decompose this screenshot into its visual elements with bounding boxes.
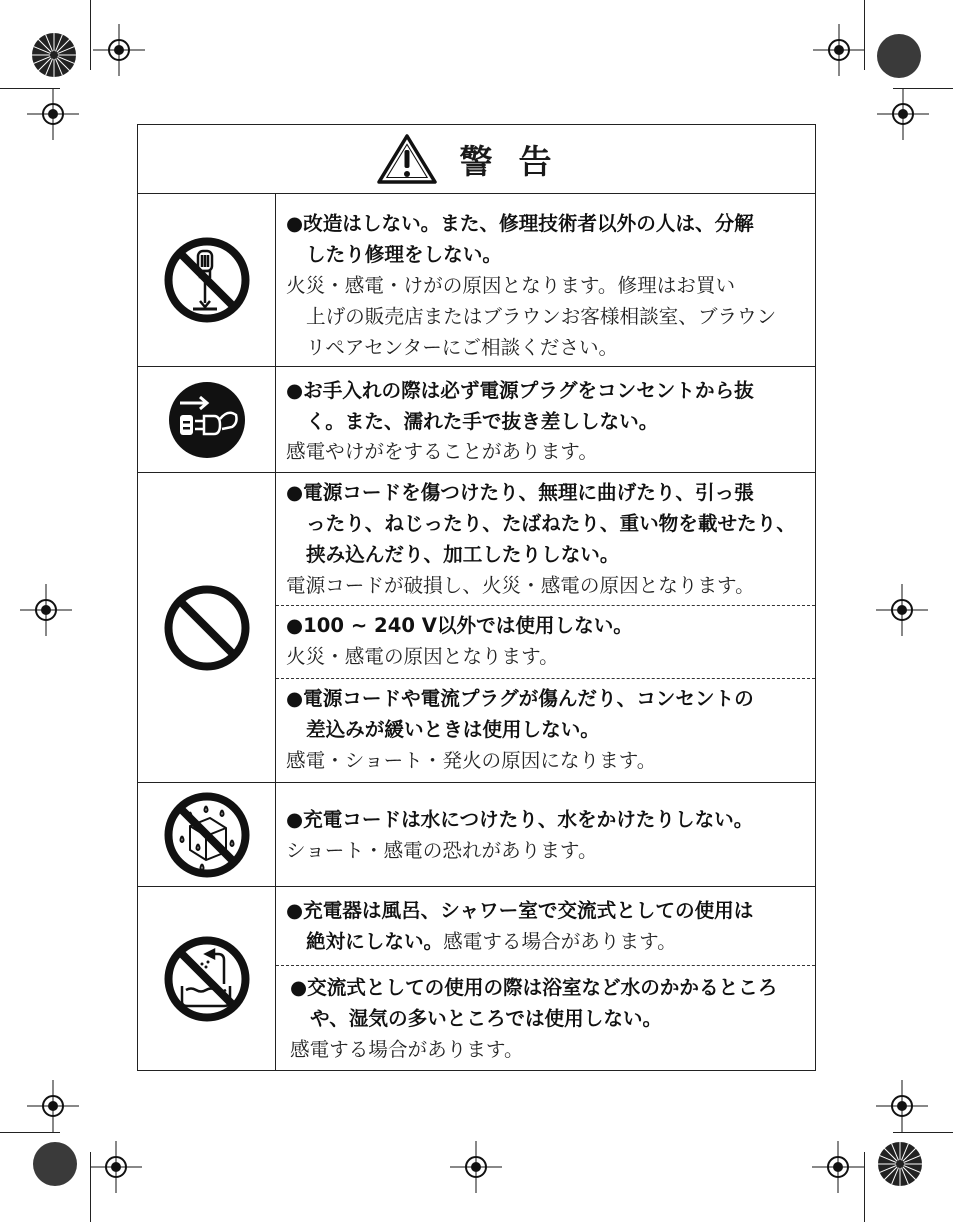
unplug-icon [166,379,248,461]
warning-consequence: ショート・感電の恐れがあります。 [286,839,598,862]
warning-item [276,783,815,886]
registration-target-icon [27,1080,79,1132]
registration-target-icon [876,584,928,636]
warning-consequence: 感電する場合があります。 [290,1038,524,1061]
warning-item [276,605,815,678]
registration-target-icon [877,88,929,140]
warning-heading: ●交流式としての使用の際は浴室など水のかかるところ や、湿気の多いところでは使用しない。 [290,976,778,1030]
warning-header [138,125,815,194]
warning-row-bathroom [138,887,815,1070]
warning-triangle-icon [376,133,438,185]
gray-patch-icon [876,33,922,79]
color-bar-starburst-icon [876,1140,924,1188]
warning-item [276,367,815,472]
warning-row-unplug [138,367,815,473]
warning-heading: ●充電器は風呂、シャワー室で交流式としての使用は 絶対にしない。感電する場合があります。 [286,899,754,953]
warning-heading: ●電源コードを傷つけたり、無理に曲げたり、引っ張 ったり、ねじったり、たばねたり、重い物を載せたり、 挟み込んだり、加工したりしない。 [286,481,796,566]
registration-target-icon [813,24,865,76]
crop-line [864,1152,865,1222]
warning-consequence: 感電する場合があります。 [443,930,677,953]
warning-row-disassembly [138,194,815,367]
warning-table [137,124,816,1071]
warning-item [276,887,815,965]
warning-heading: ●100 ~ 240 V以外では使用しない。 [286,614,633,637]
warning-heading: ●改造はしない。また、修理技術者以外の人は、分解 したり修理をしない。 [286,212,754,266]
no-water-icon [162,790,252,880]
warning-heading: ●お手入れの際は必ず電源プラグをコンセントから抜 く。また、濡れた手で抜き差ししない。 [286,379,754,433]
registration-target-icon [20,584,72,636]
warning-item [276,194,815,366]
warning-consequence: 感電・ショート・発火の原因になります。 [286,749,657,772]
crop-line [0,1132,60,1133]
warning-item [276,965,815,1070]
registration-target-icon [27,88,79,140]
warning-item [276,678,815,783]
warning-consequence: 電源コードが破損し、火災・感電の原因となります。 [286,574,755,597]
registration-target-icon [90,1141,142,1193]
registration-target-icon [812,1141,864,1193]
warning-consequence: 火災・感電の原因となります。 [286,645,559,668]
gray-patch-icon [32,1141,78,1187]
crop-line [864,0,865,70]
warning-heading: ●充電コードは水につけたり、水をかけたりしない。 [286,808,754,831]
warning-row-cord [138,473,815,783]
prohibition-icon [162,583,252,673]
crop-line [893,1132,953,1133]
registration-target-icon [93,24,145,76]
warning-row-water [138,783,815,887]
no-disassembly-icon [162,235,252,325]
crop-line [90,1152,91,1222]
warning-consequence: 感電やけがをすることがあります。 [286,440,598,463]
no-bathroom-icon [162,934,252,1024]
crop-line [0,88,60,89]
warning-item [276,473,815,605]
warning-consequence: 火災・感電・けがの原因となります。修理はお買い 上げの販売店またはブラウンお客様相談室、ブラウン リペアセンターにご相談ください。 [286,274,777,359]
registration-target-icon [450,1141,502,1193]
color-bar-starburst-icon [30,31,78,79]
registration-target-icon [876,1080,928,1132]
crop-line [893,88,953,89]
warning-heading: ●電源コードや電流プラグが傷んだり、コンセントの 差込みが緩いときは使用しない。 [286,687,754,741]
crop-line [90,0,91,70]
warning-title: 警告 [459,141,578,181]
